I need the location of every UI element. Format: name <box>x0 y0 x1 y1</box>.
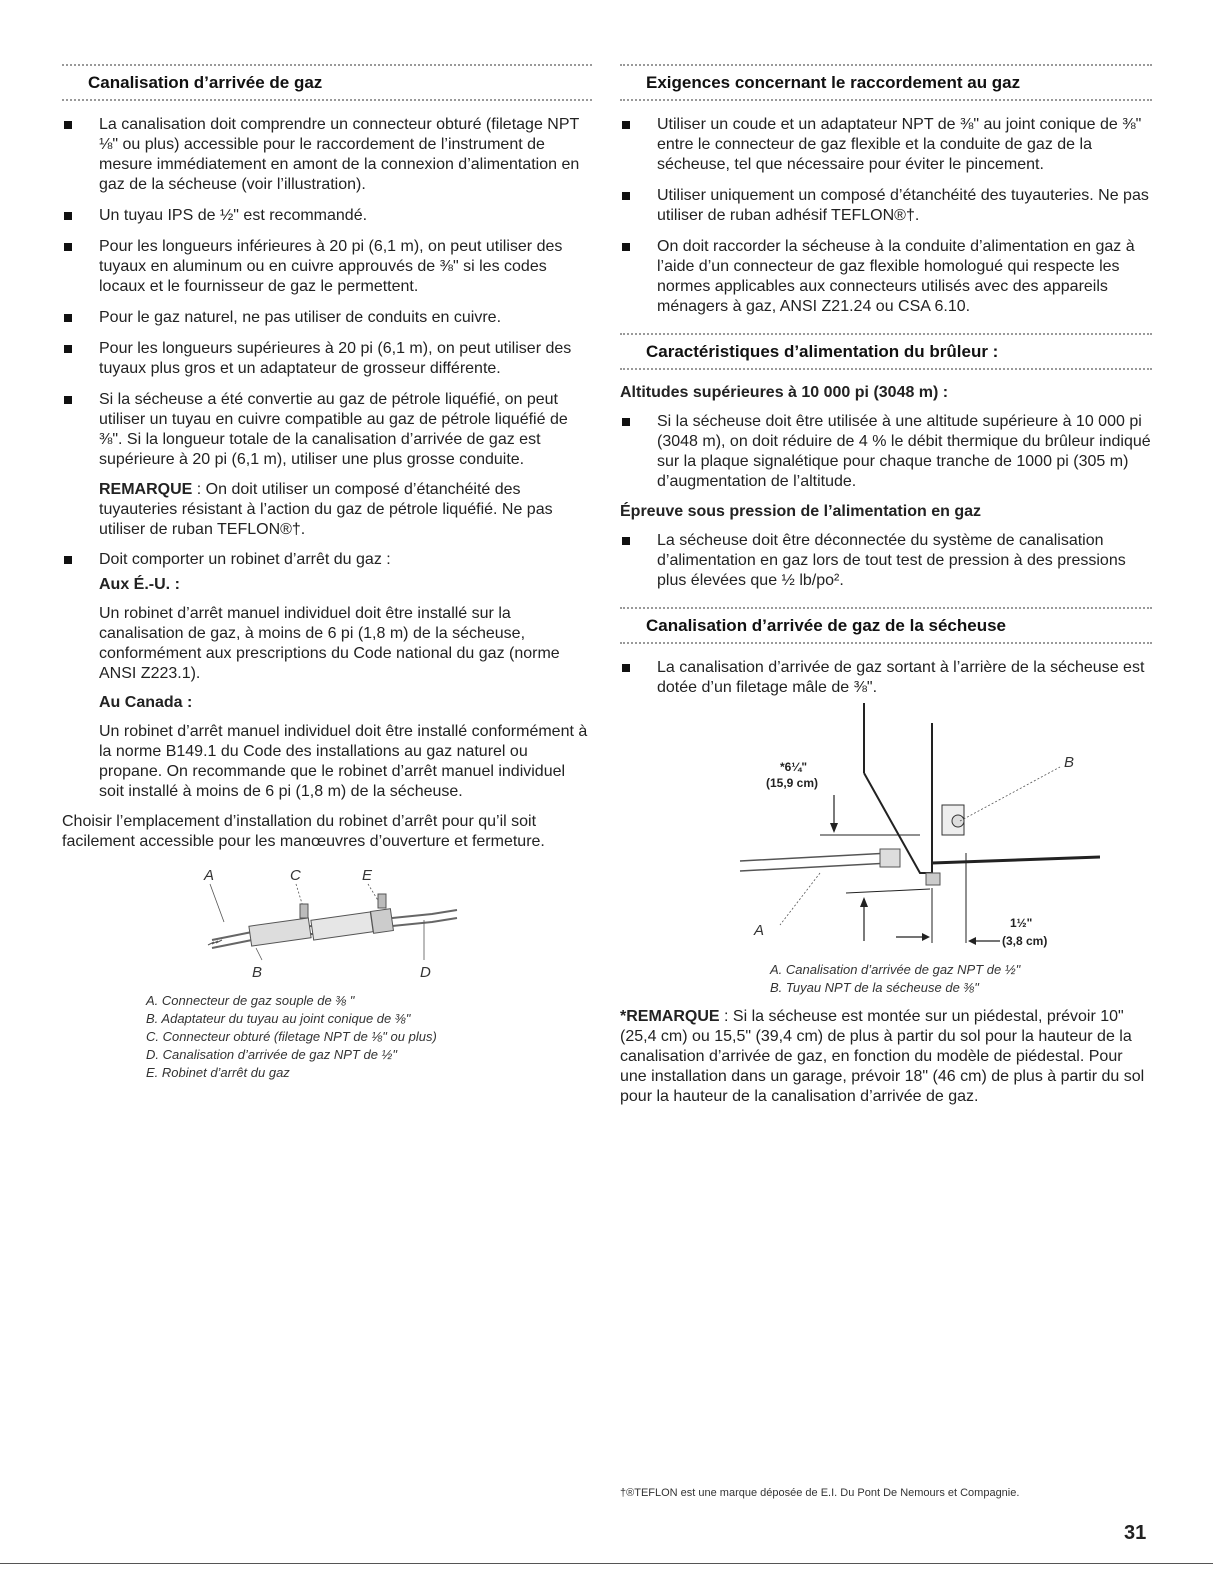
section-heading <box>620 333 1152 370</box>
heading-gas-line: Canalisation d’arrivée de gaz <box>88 73 323 92</box>
caption-line: B. Adaptateur du tuyau au joint conique de ⅜" <box>146 1011 411 1026</box>
caption-line: A. Connecteur de gaz souple de ⅜ " <box>146 993 355 1008</box>
choose-location-text: Choisir l’emplacement d’installation du robinet d’arrêt pour qu’il soit facilement accessible pour les manœuvres d’ouverture et fermeture. <box>62 813 545 850</box>
gas-connection-figure <box>192 862 522 982</box>
list-item: Pour le gaz naturel, ne pas utiliser de conduits en cuivre. <box>62 308 592 328</box>
list-item: La sécheuse doit être déconnectée du système de canalisation d’alimentation en gaz lors de tout test de pression à des pressions plus élevées que ½ lb/po². <box>620 531 1152 591</box>
remark-text: : Si la sécheuse est montée sur un piédestal, prévoir 10" (25,4 cm) ou 15,5" (39,4 cm) de plus à partir du sol pour la hauteur de la canalisation d’arrivée de gaz, en fonction du modèle de piédestal. Pour une installation dans un garage, prévoir 18" (46 cm) de plus à partir du sol pour la hauteur de la canalisation d’arrivée de gaz. <box>620 1008 1145 1105</box>
canada-text: Un robinet d’arrêt manuel individuel doit être installé conformément à la norme B149.1 du Code des installations au gaz naturel ou propane. On recommande que le robinet d’arrêt manuel individuel soit installé à moins de 6 pi (1,8 m) de la sécheuse. <box>99 723 588 800</box>
canada-label: Au Canada : <box>99 694 193 711</box>
bullet-list <box>620 115 1152 317</box>
fig-letter-e: E <box>362 867 373 884</box>
pedestal-remark <box>620 1007 1152 1107</box>
bullet-list <box>62 115 592 570</box>
right-figure-caption <box>770 961 1152 997</box>
teflon-footnote: †®TEFLON est une marque déposée de E.I. Du Pont De Nemours et Compagnie. <box>620 1487 1020 1499</box>
bullet-list <box>620 531 1152 591</box>
dim-1-1-2: 1½" <box>1010 916 1033 930</box>
caption-line: D. Canalisation d’arrivée de gaz NPT de ½" <box>146 1047 398 1062</box>
caption-line: C. Connecteur obturé (filetage NPT de ⅛" ou plus) <box>146 1029 437 1044</box>
dim-3-8-cm: (3,8 cm) <box>1002 934 1048 948</box>
dryer-pipe-figure <box>680 703 1100 953</box>
section-heading <box>62 64 592 101</box>
remark-label: REMARQUE <box>99 481 193 498</box>
us-text: Un robinet d’arrêt manuel individuel doit être installé sur la canalisation de gaz, à moins de 6 pi (1,8 m) de la sécheuse, conformément aux prescriptions du Code national du gaz (norme ANSI Z223.1). <box>99 605 560 682</box>
section-heading <box>620 64 1152 101</box>
left-figure-caption <box>146 992 592 1082</box>
list-item: Pour les longueurs supérieures à 20 pi (6,1 m), on peut utiliser des tuyaux plus gros et un adaptateur de grosseur différente. <box>62 339 592 379</box>
list-item <box>62 390 592 540</box>
bottom-rule <box>0 1563 1213 1564</box>
altitude-subheading: Altitudes supérieures à 10 000 pi (3048 m) : <box>620 384 949 401</box>
remark-paragraph <box>99 480 592 540</box>
list-item: On doit raccorder la sécheuse à la conduite d’alimentation en gaz à l’aide d’un connecteur de gaz flexible homologué qui respecte les normes applicables aux connecteurs utilisés avec des appareils ménagers à gaz, ANSI Z21.24 ou CSA 6.10. <box>620 237 1152 317</box>
right-column <box>620 64 1152 1117</box>
heading-connection-requirements: Exigences concernant le raccordement au gaz <box>646 73 1021 92</box>
fig-letter-b: B <box>1064 754 1075 771</box>
valve-requirements <box>62 576 592 802</box>
pressure-test-subheading: Épreuve sous pression de l’alimentation en gaz <box>620 503 981 520</box>
caption-line: A. Canalisation d’arrivée de gaz NPT de ½" <box>770 962 1021 977</box>
list-item-text: Si la sécheuse a été convertie au gaz de pétrole liquéfié, on peut utiliser un tuyau en cuivre compatible au gaz de pétrole liquéfié de ⅜". Si la longueur totale de la canalisation d’arrivée de gaz est supérieure à 20 pi (6,1 m), utiliser une plus grosse conduite. <box>99 391 568 468</box>
list-item: Si la sécheuse doit être utilisée à une altitude supérieure à 10 000 pi (3048 m), on doit réduire de 4 % le débit thermique du brûleur indiqué sur la plaque signalétique pour chaque tranche de 1000 pi (305 m) d’augmentation de l’altitude. <box>620 412 1152 492</box>
list-item: La canalisation doit comprendre un connecteur obturé (filetage NPT ⅛" ou plus) accessible pour le raccordement de l’instrument de mesure immédiatement en amont de la connexion d’alimentation en gaz de la sécheuse (voir l’illustration). <box>62 115 592 195</box>
section-heading <box>620 607 1152 644</box>
heading-dryer-gas-line: Canalisation d’arrivée de gaz de la sécheuse <box>646 616 1006 635</box>
remark-label: *REMARQUE <box>620 1008 720 1025</box>
remark-text: : On doit utiliser un composé d’étanchéité des tuyauteries résistant à l’action du gaz de pétrole liquéfié. Ne pas utiliser de ruban TEFLON®†. <box>99 481 553 538</box>
fig-letter-a: A <box>754 922 765 939</box>
left-column <box>62 64 592 1082</box>
list-item: Doit comporter un robinet d’arrêt du gaz : <box>62 550 592 570</box>
fig-letter-c: C <box>290 867 301 884</box>
list-item: Un tuyau IPS de ½" est recommandé. <box>62 206 592 226</box>
caption-line: E. Robinet d’arrêt du gaz <box>146 1065 290 1080</box>
bullet-list <box>620 658 1152 698</box>
bullet-list <box>620 412 1152 492</box>
fig-letter-d: D <box>420 964 431 981</box>
us-label: Aux É.-U. : <box>99 576 180 593</box>
dim-6-1-4: *6¼" <box>780 760 808 774</box>
heading-burner-characteristics: Caractéristiques d’alimentation du brûleur : <box>646 342 999 361</box>
list-item: Utiliser uniquement un composé d’étanchéité des tuyauteries. Ne pas utiliser de ruban adhésif TEFLON®†. <box>620 186 1152 226</box>
page-number: 31 <box>1124 1522 1147 1544</box>
fig-letter-b: B <box>252 964 263 981</box>
list-item: La canalisation d’arrivée de gaz sortant à l’arrière de la sécheuse est dotée d’un filetage mâle de ⅜". <box>620 658 1152 698</box>
caption-line: B. Tuyau NPT de la sécheuse de ⅜" <box>770 980 979 995</box>
fig-letter-a: A <box>204 867 215 884</box>
dim-15-9-cm: (15,9 cm) <box>766 776 819 790</box>
list-item: Pour les longueurs inférieures à 20 pi (6,1 m), on peut utiliser des tuyaux en aluminum ou en cuivre approuvés de ⅜" si les codes locaux et le fournisseur de gaz le permettent. <box>62 237 592 297</box>
list-item: Utiliser un coude et un adaptateur NPT de ⅜" au joint conique de ⅜" entre le connecteur de gaz flexible et la conduite de gaz de la sécheuse, tel que nécessaire pour éviter le pincement. <box>620 115 1152 175</box>
